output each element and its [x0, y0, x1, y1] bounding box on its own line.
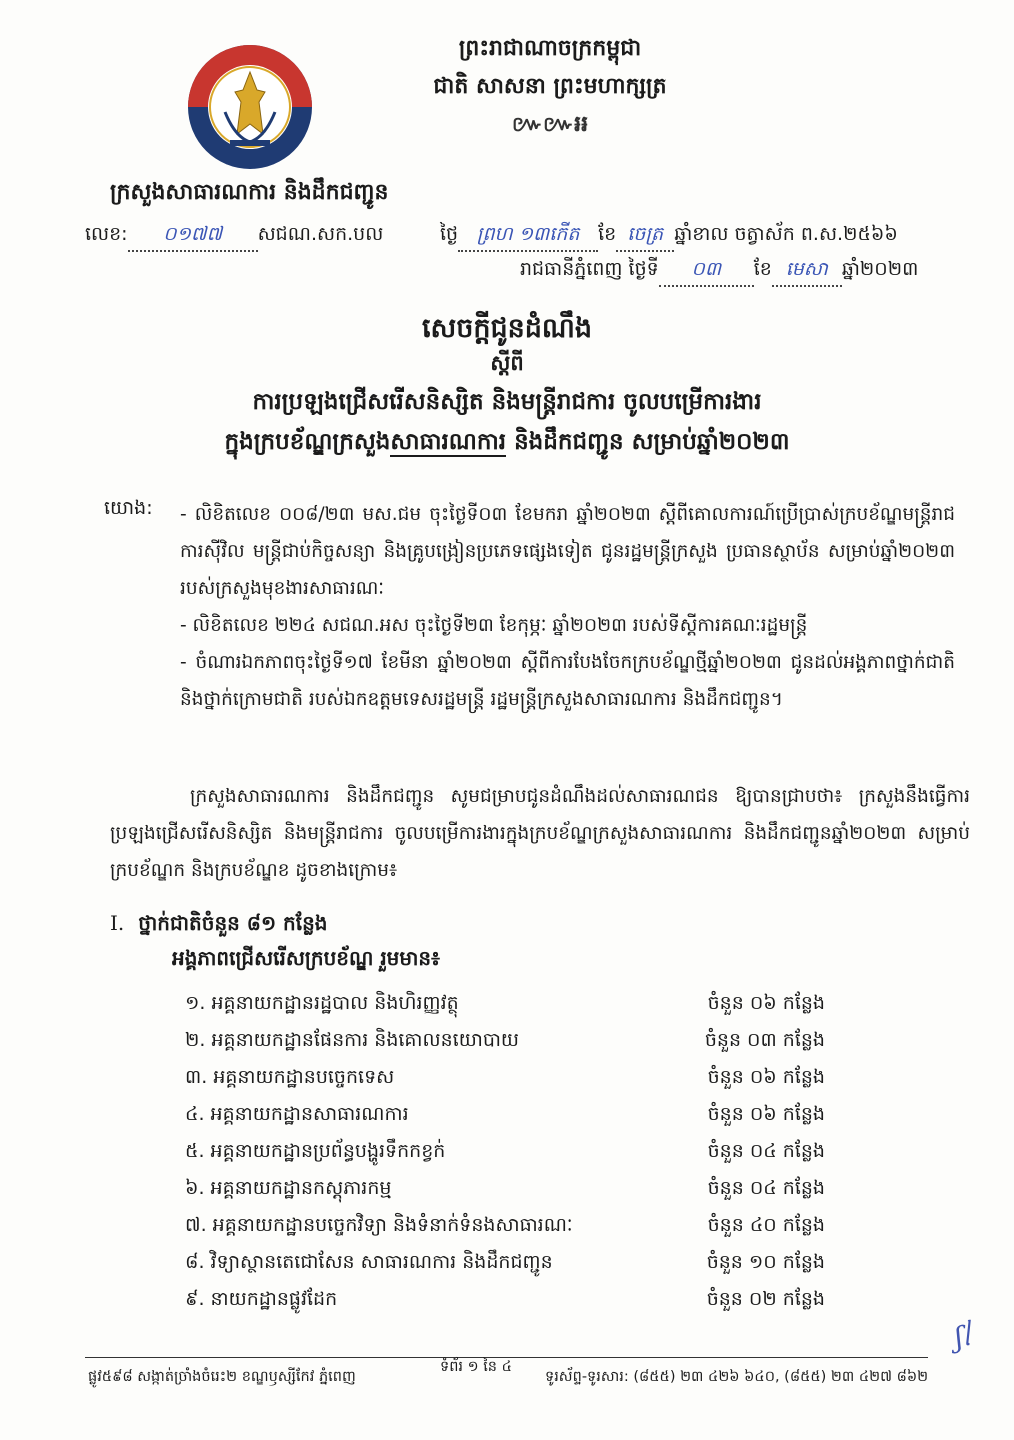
topic-line2-pre: ក្នុងក្របខ័ណ្ឌក្រសួង — [224, 429, 391, 455]
month2-label: ខែ — [753, 258, 772, 280]
date-label: ថ្ងៃ — [440, 223, 459, 245]
unit-name: ១. អគ្គនាយកដ្ឋានរដ្ឋបាល និងហិរញ្ញវត្ថុ — [185, 992, 459, 1014]
reference-item: - ចំណារឯកភាពចុះថ្ងៃទី១៧ ខែមីនា ឆ្នាំ២០២៣ ស្តីពីការបែងចែកក្របខ័ណ្ឌថ្មីឆ្នាំ២០២៣ ជូនដល់អង្គភាពថ្នាក់ជាតិ និងថ្នាក់ក្រោមជាតិ របស់ឯកឧត្តមទេសរដ្ឋមន្ត្រី រដ្ឋមន្ត្រីក្រសួងសាធារណការ និងដឹកជញ្ជូន។ — [180, 652, 955, 710]
topic-line2-underlined: សាធារណការ — [390, 429, 507, 455]
list-item — [185, 1096, 825, 1133]
list-item — [185, 1022, 825, 1059]
unit-count: ចំនួន ០៤ កន្លែង — [707, 1177, 825, 1199]
unit-count: ចំនួន ៤០ កន្លែង — [707, 1214, 825, 1236]
lunar-date — [440, 222, 898, 252]
number-value: ០១៧៧ — [128, 222, 258, 252]
kingdom-name: ព្រះរាជាណាចក្រកម្ពុជា — [458, 36, 642, 61]
notice-subtitle: ស្តីពី — [490, 351, 524, 375]
list-item — [185, 1244, 825, 1281]
section-heading-text: ថ្នាក់ជាតិចំនួន ៨១ កន្លែង — [138, 911, 328, 935]
footer-address: ផ្លូវ៥៩៨ សង្កាត់ច្រាំងចំរេះ២ ខណ្ឌឫស្សីកែវ ភ្នំពេញ — [88, 1369, 356, 1385]
notice-title: សេចក្តីជូនដំណឹង — [421, 313, 593, 344]
unit-name: ៩. នាយកដ្ឋានផ្លូវដែក — [185, 1288, 338, 1310]
section-roman: I. — [110, 911, 125, 935]
solar-date — [520, 257, 918, 287]
unit-count: ចំនួន ០៣ កន្លែង — [704, 1029, 825, 1051]
body-paragraph: ក្រសួងសាធារណការ និងដឹកជញ្ជូន សូមជម្រាបជូនដំណឹងដល់សាធារណជន ឱ្យបានជ្រាបថា៖ ក្រសួងនឹងធ្វើការប្រឡងជ្រើសរើសនិស្សិត និងមន្ត្រីរាជការ ចូលបម្រើការងារក្នុងក្របខ័ណ្ឌក្រសួងសាធារណការ និងដឹកជញ្ជូនឆ្នាំ២០២៣ សម្រាប់ក្របខ័ណ្ឌក និងក្របខ័ណ្ឌខ ដូចខាងក្រោម៖ — [110, 786, 970, 881]
unit-count: ចំនួន ០៦ កន្លែង — [707, 992, 825, 1014]
unit-name: ៦. អគ្គនាយកដ្ឋានកស្តុភារកម្ម — [185, 1177, 392, 1199]
unit-count: ចំនួន ០២ កន្លែង — [706, 1288, 825, 1310]
references-label: យោង: — [104, 497, 153, 519]
section-subheading: អង្គភាពជ្រើសរើសក្របខ័ណ្ឌ រួមមាន៖ — [172, 946, 440, 970]
notice-topic-line2 — [0, 428, 1014, 461]
notice-topic-line1: ការប្រឡងជ្រើសរើសនិស្សិត និងមន្ត្រីរាជការ ចូលបម្រើការងារ — [252, 389, 762, 415]
unit-name: ២. អគ្គនាយកដ្ឋានផែនការ និងគោលនយោបាយ — [185, 1029, 520, 1051]
section-heading — [110, 910, 327, 940]
unit-name: ៧. អគ្គនាយកដ្ឋានបច្ចេកវិទ្យា និងទំនាក់ទំនងសាធារណៈ — [185, 1214, 573, 1236]
date-value: ព្រហ ១៣កើត — [458, 222, 598, 252]
list-item — [185, 1207, 825, 1244]
unit-count: ចំនួន ០៦ កន្លែង — [707, 1066, 825, 1088]
list-item — [185, 985, 825, 1022]
unit-list — [185, 985, 825, 1318]
kingdom-header — [400, 30, 700, 144]
unit-name: ៥. អគ្គនាយកដ្ឋានប្រព័ន្ធបង្ហូរទឹកកខ្វក់ — [185, 1140, 446, 1162]
month2-value: មេសា — [772, 257, 842, 287]
page-number: ទំព័រ ១ នៃ ៤ — [440, 1359, 512, 1375]
reference-item: - លិខិតលេខ ២២៤ សជណ.អស ចុះថ្ងៃទី២៣ ខែកុម្ភៈ ឆ្នាំ២០២៣ របស់ទីស្តីការគណៈរដ្ឋមន្ត្រី — [180, 615, 808, 636]
handwritten-signature: ʃᥣ — [952, 1319, 973, 1354]
reference-number — [85, 222, 383, 252]
references-list — [180, 496, 955, 718]
place-label: រាជធានីភ្នំពេញ ថ្ងៃទី — [520, 258, 659, 280]
year-text: ឆ្នាំខាល ចត្វាស័ក ព.ស.២៥៦៦ — [674, 223, 898, 245]
day-value: ០៣ — [659, 257, 754, 287]
unit-count: ចំនួន ០៤ កន្លែង — [707, 1140, 825, 1162]
list-item — [185, 1170, 825, 1207]
national-motto: ជាតិ សាសនា ព្រះមហាក្សត្រ — [433, 74, 667, 99]
unit-count: ចំនួន ១០ កន្លែង — [706, 1251, 825, 1273]
ministry-name: ក្រសួងសាធារណការ និងដឹកជញ្ជូន — [110, 180, 389, 205]
unit-name: ៣. អគ្គនាយកដ្ឋានបច្ចេកទេស — [185, 1066, 395, 1088]
month-label: ខែ — [598, 223, 617, 245]
list-item — [185, 1059, 825, 1096]
topic-line2-post: និងដឹកជញ្ជូន សម្រាប់ឆ្នាំ២០២៣ — [506, 429, 790, 455]
list-item — [185, 1133, 825, 1170]
list-item — [185, 1281, 825, 1318]
unit-count: ចំនួន ០៦ កន្លែង — [707, 1103, 825, 1125]
unit-name: ៨. វិទ្យាស្ថានតេជោសែន សាធារណការ និងដឹកជញ្ជូន — [185, 1251, 553, 1273]
number-label: លេខ: — [85, 223, 128, 245]
number-suffix: សជណ.សក.បល — [257, 223, 384, 245]
unit-name: ៤. អគ្គនាយកដ្ឋានសាធារណការ — [185, 1103, 409, 1125]
footer-phone: ទូរស័ព្ទ-ទូរសារ: (៨៥៥) ២៣ ៤២៦ ៦៤០, (៨៥៥) ២៣ ៤២៧ ៨៦២ — [545, 1369, 929, 1385]
ornament: ៚៚៛៛ — [511, 112, 589, 137]
month-value: ចេត្រ — [616, 222, 674, 252]
ministry-logo — [185, 42, 315, 172]
year2-text: ឆ្នាំ២០២៣ — [841, 258, 919, 280]
reference-item: - លិខិតលេខ ០០៨/២៣ មស.ជម ចុះថ្ងៃទី០៣ ខែមករា ឆ្នាំ២០២៣ ស្តីពីគោលការណ៍ប្រើប្រាស់ក្របខ័ណ្ឌមន្ត្រីរាជការស៊ីវិល មន្ត្រីជាប់កិច្ចសន្យា និងគ្រូបង្រៀនប្រភេទផ្សេងទៀត ជូនរដ្ឋមន្ត្រីក្រសួង ប្រធានស្ថាប័ន សម្រាប់ឆ្នាំ២០២៣ របស់ក្រសួងមុខងារសាធារណៈ — [180, 504, 955, 599]
